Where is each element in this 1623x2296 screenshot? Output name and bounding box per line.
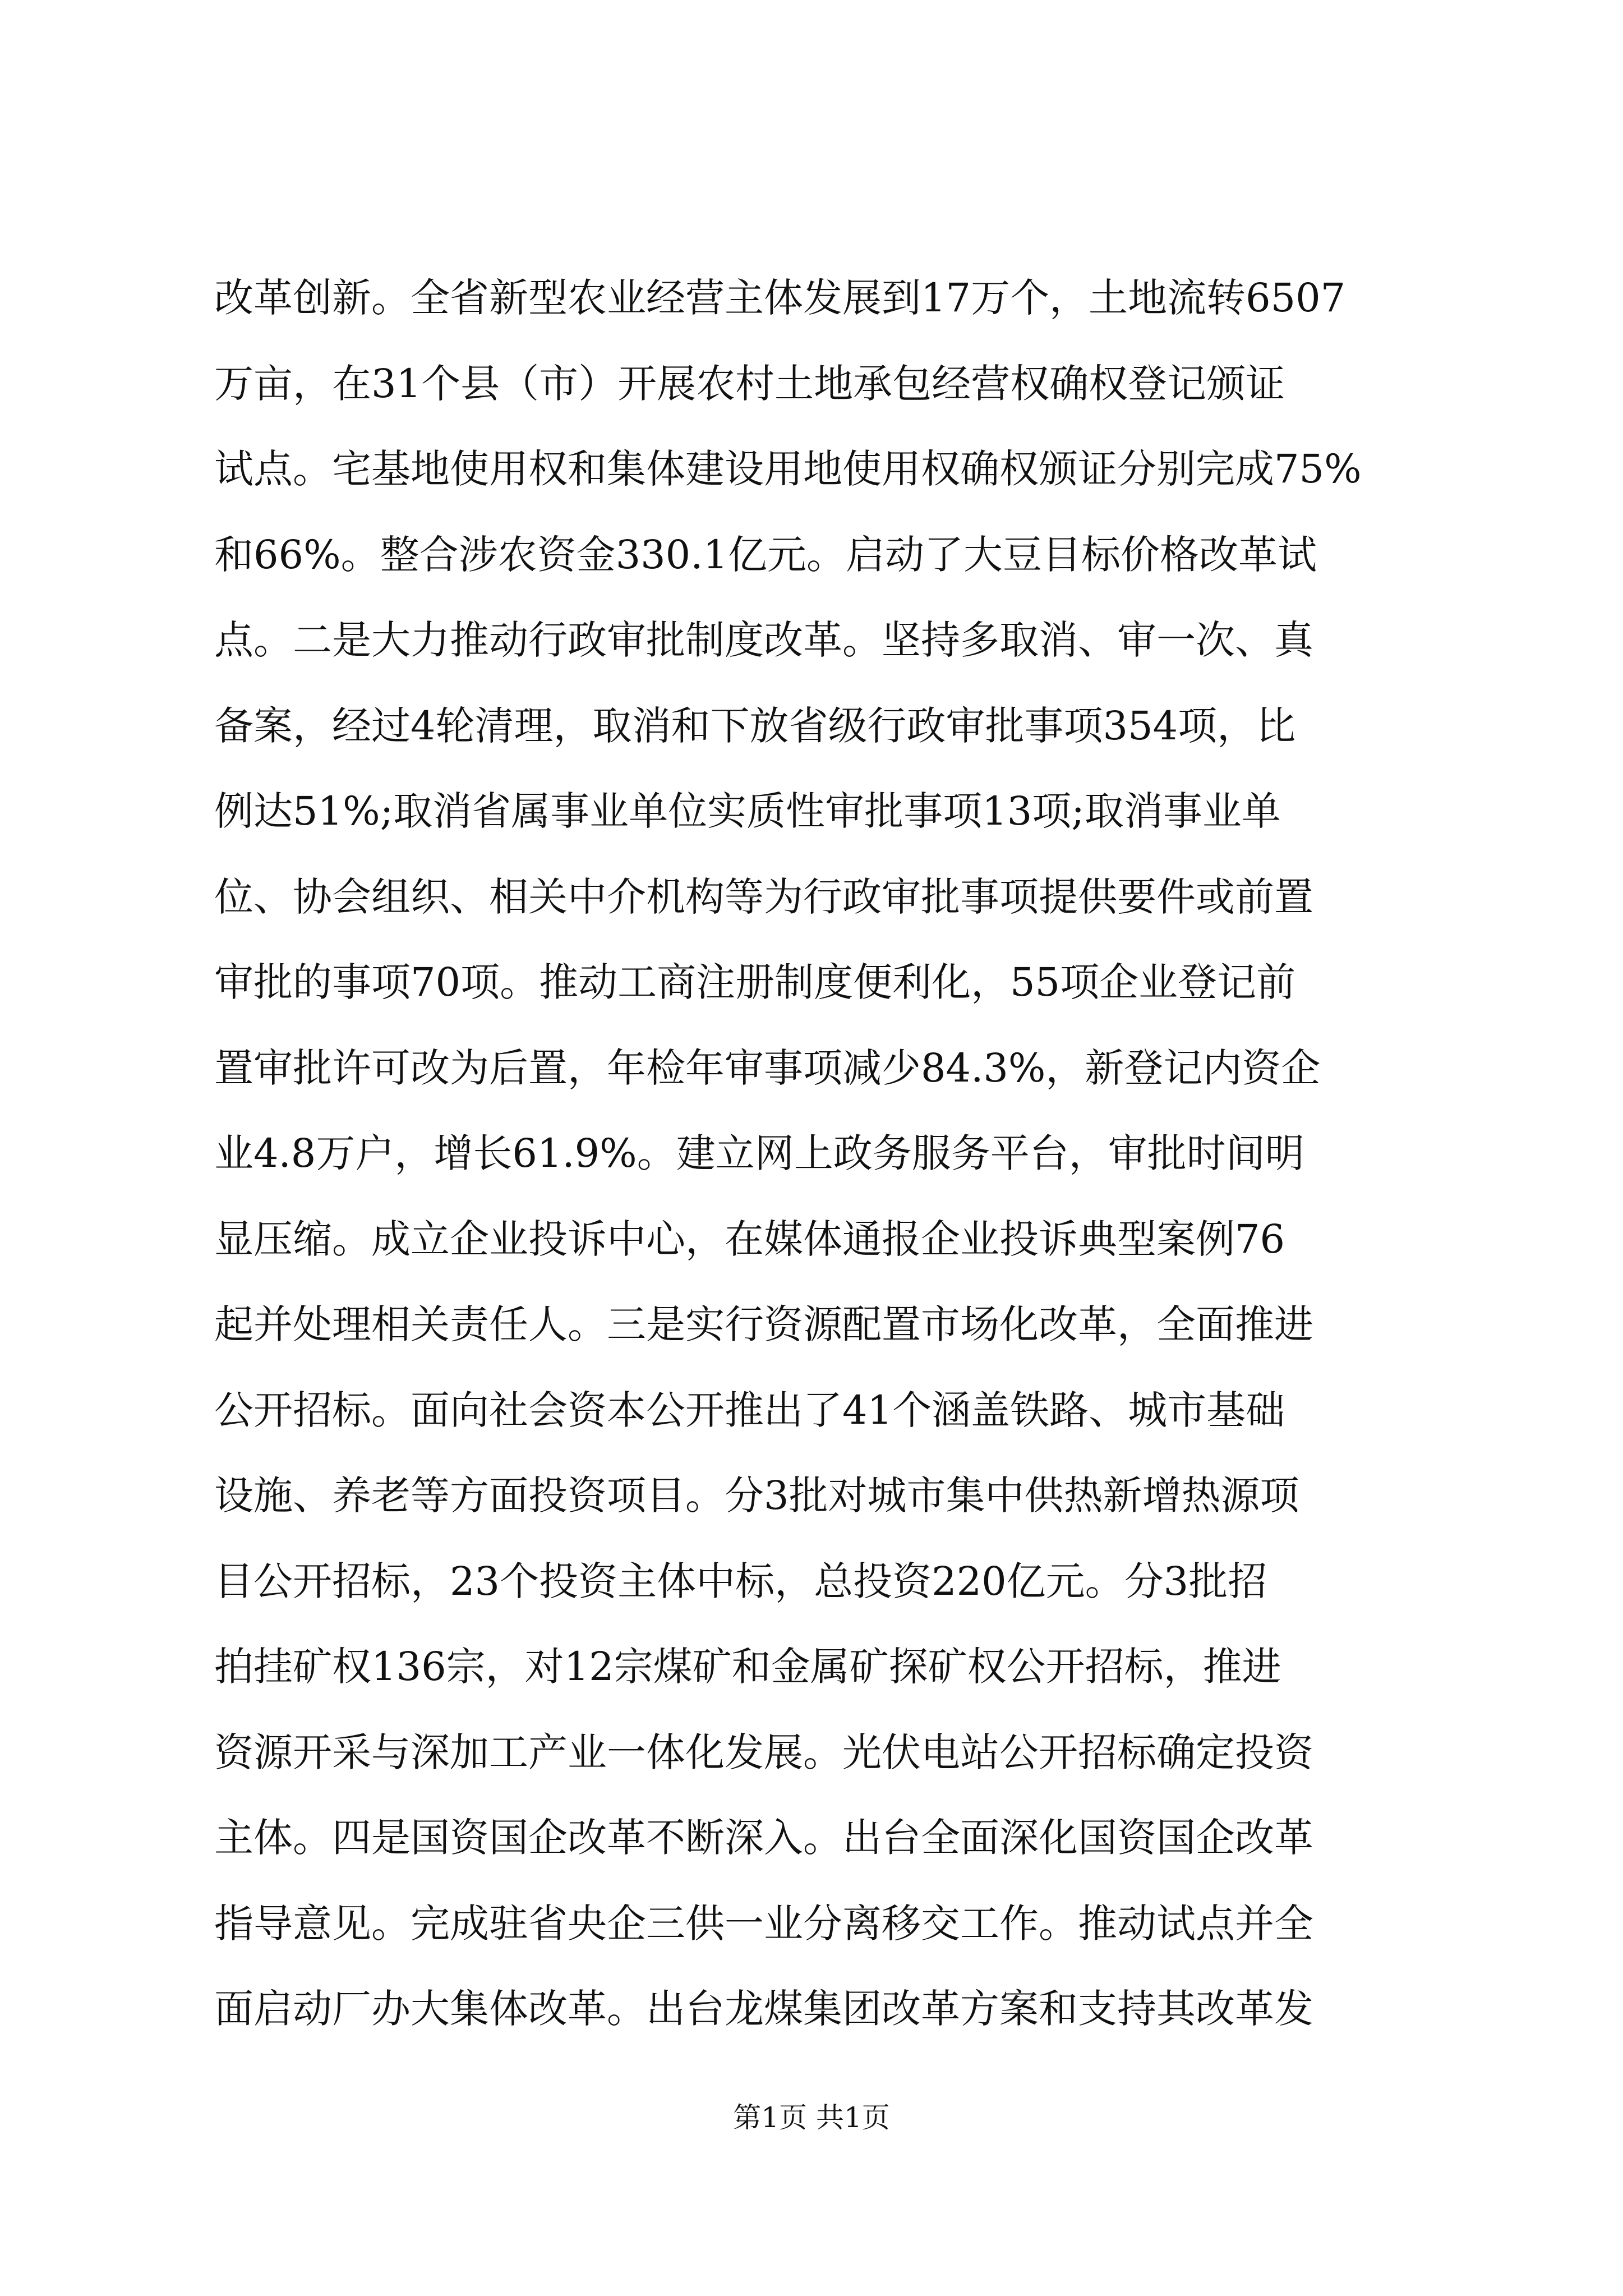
body-text xyxy=(214,255,1420,2052)
text-line: 试点。宅基地使用权和集体建设用地使用权确权颁证分别完成75% xyxy=(214,446,1362,492)
text-line: 业4.8万户，增长61.9%。建立网上政务服务平台，审批时间明 xyxy=(214,1130,1304,1176)
text-line: 点。二是大力推动行政审批制度改革。坚持多取消、审一次、真 xyxy=(214,617,1313,663)
text-line: 起并处理相关责任人。三是实行资源配置市场化改革，全面推进 xyxy=(214,1301,1313,1347)
text-line: 审批的事项70项。推动工商注册制度便利化，55项企业登记前 xyxy=(214,959,1296,1005)
text-line: 位、协会组织、相关中介机构等为行政审批事项提供要件或前置 xyxy=(214,873,1313,920)
text-line: 主体。四是国资国企改革不断深入。出台全面深化国资国企改革 xyxy=(214,1815,1313,1861)
text-line: 改革创新。全省新型农业经营主体发展到17万个，土地流转6507 xyxy=(214,275,1346,321)
text-line: 置审批许可改为后置，年检年审事项减少84.3%，新登记内资企 xyxy=(214,1045,1321,1091)
text-line: 万亩，在31个县（市）开展农村土地承包经营权确权登记颁证 xyxy=(214,360,1285,407)
text-line: 和66%。整合涉农资金330.1亿元。启动了大豆目标价格改革试 xyxy=(214,531,1317,578)
page-footer: 第1页 共1页 xyxy=(733,2101,890,2134)
text-line: 资源开采与深加工产业一体化发展。光伏电站公开招标确定投资 xyxy=(214,1729,1313,1775)
text-line: 备案，经过4轮清理，取消和下放省级行政审批事项354项，比 xyxy=(214,702,1296,749)
text-line: 公开招标。面向社会资本公开推出了41个涵盖铁路、城市基础 xyxy=(214,1387,1285,1433)
text-line: 例达51%;取消省属事业单位实质性审批事项13项;取消事业单 xyxy=(214,788,1281,834)
text-line: 显压缩。成立企业投诉中心，在媒体通报企业投诉典型案例76 xyxy=(214,1216,1285,1262)
text-line: 拍挂矿权136宗，对12宗煤矿和金属矿探矿权公开招标，推进 xyxy=(214,1644,1281,1690)
text-line: 指导意见。完成驻省央企三供一业分离移交工作。推动试点并全 xyxy=(214,1900,1313,1947)
text-line: 设施、养老等方面投资项目。分3批对城市集中供热新增热源项 xyxy=(214,1473,1299,1519)
text-line: 目公开招标，23个投资主体中标，总投资220亿元。分3批招 xyxy=(214,1558,1267,1604)
text-line: 面启动厂办大集体改革。出台龙煤集团改革方案和支持其改革发 xyxy=(214,1986,1313,2032)
